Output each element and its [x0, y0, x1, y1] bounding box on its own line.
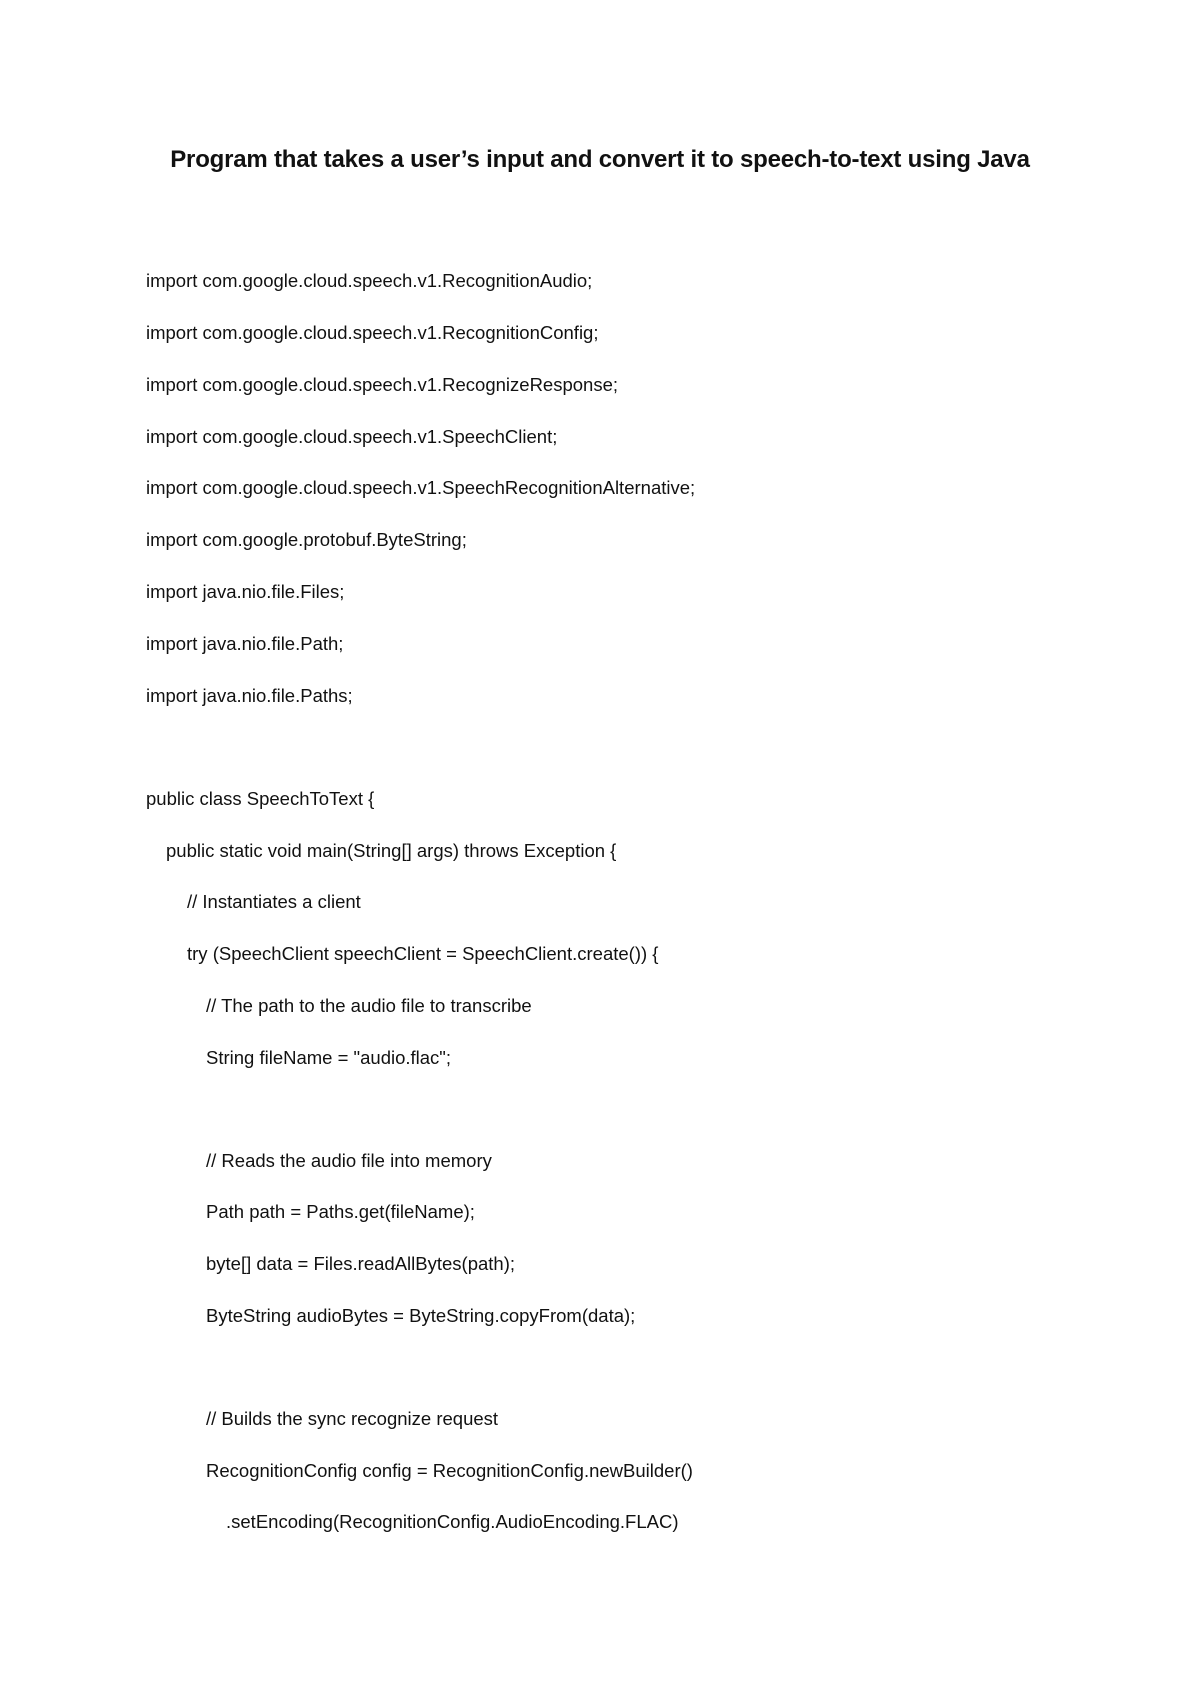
code-line: // Builds the sync recognize request: [206, 1408, 499, 1429]
code-line: import java.nio.file.Path;: [146, 633, 344, 654]
code-line: import com.google.cloud.speech.v1.SpeechRecognitionAlternative;: [146, 477, 696, 498]
code-line: // Instantiates a client: [187, 891, 361, 912]
code-line: // The path to the audio file to transcribe: [206, 995, 532, 1016]
code-line: Path path = Paths.get(fileName);: [206, 1201, 475, 1222]
code-line: import com.google.cloud.speech.v1.RecognizeResponse;: [146, 374, 619, 395]
code-line: String fileName = "audio.flac";: [206, 1047, 452, 1068]
code-line: // Reads the audio file into memory: [206, 1150, 492, 1171]
code-line: public class SpeechToText {: [146, 788, 375, 809]
code-line: RecognitionConfig config = RecognitionConfig.newBuilder(): [206, 1460, 693, 1481]
code-line: import com.google.cloud.speech.v1.RecognitionConfig;: [146, 322, 599, 343]
code-line: import java.nio.file.Paths;: [146, 685, 353, 706]
code-line: import com.google.cloud.speech.v1.SpeechClient;: [146, 426, 558, 447]
code-line: import java.nio.file.Files;: [146, 581, 345, 602]
code-line: byte[] data = Files.readAllBytes(path);: [206, 1253, 515, 1274]
code-line: try (SpeechClient speechClient = SpeechClient.create()) {: [187, 943, 659, 964]
code-line: import com.google.protobuf.ByteString;: [146, 529, 467, 550]
code-line: public static void main(String[] args) throws Exception {: [166, 840, 617, 861]
document-title: Program that takes a user’s input and convert it to speech-to-text using Java: [170, 146, 1030, 173]
code-line: ByteString audioBytes = ByteString.copyFrom(data);: [206, 1305, 636, 1326]
code-line: .setEncoding(RecognitionConfig.AudioEncoding.FLAC): [226, 1511, 679, 1532]
code-line: import com.google.cloud.speech.v1.RecognitionAudio;: [146, 270, 593, 291]
